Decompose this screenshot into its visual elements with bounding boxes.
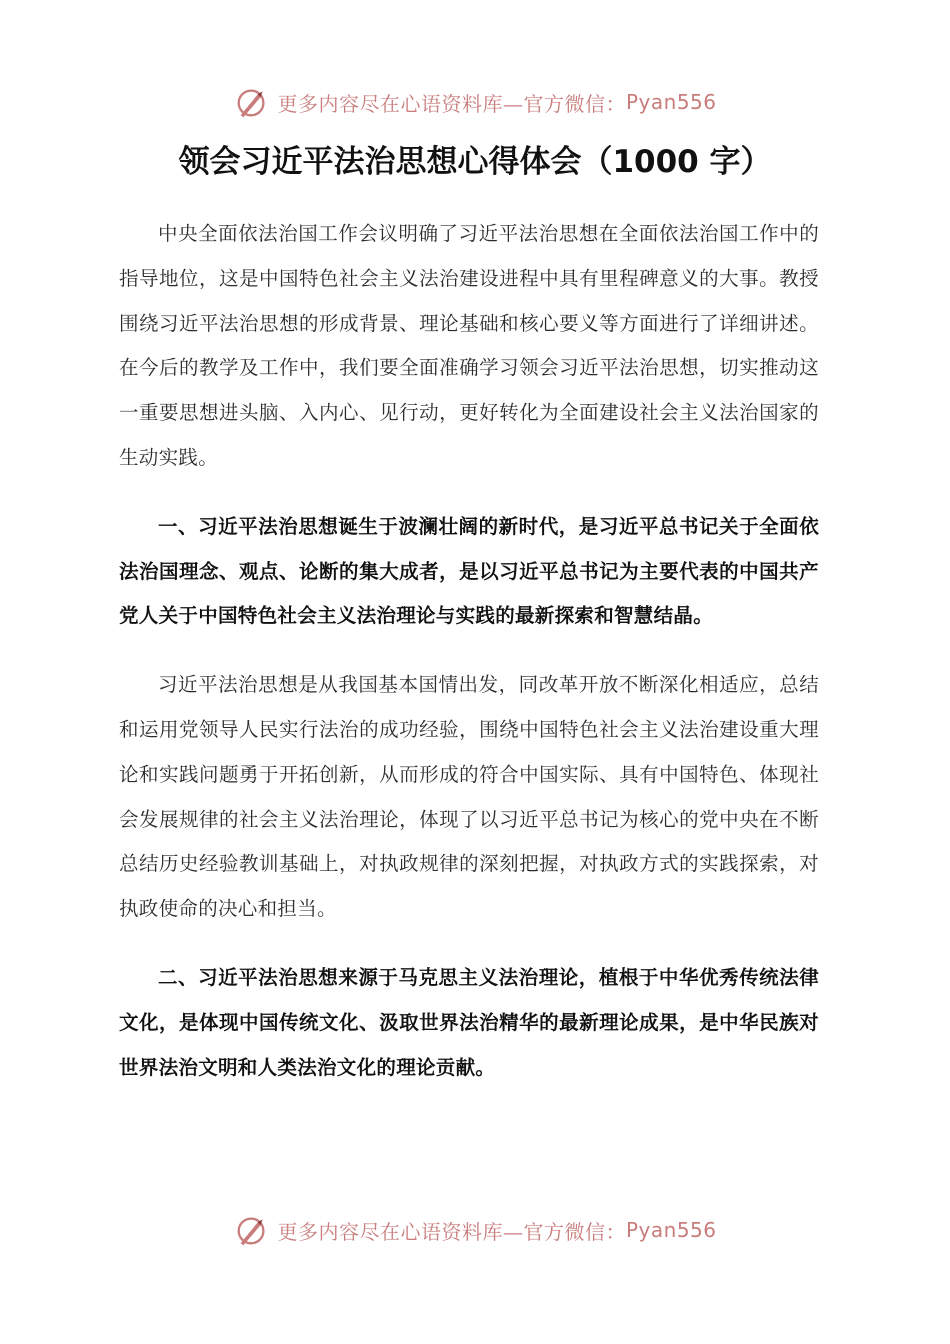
- paragraph-section-1: 习近平法治思想是从我国基本国情出发，同改革开放不断深化相适应，总结和运用党领导人民实行法治的成功经验，围绕中国特色社会主义法治建设重大理论和实践问题勇于开拓创新，从而形成的符合中国实际、具有中国特色、体现社会发展规律的社会主义法治理论，体现了以习近平总书记为核心的党中央在不断总结历史经验教训基础上，对执政规律的深刻把握，对执政方式的实践探索，对执政使命的决心和担当。: [119, 673, 819, 921]
- watermark-wechat-id: Pyan556: [625, 90, 717, 114]
- watermark-text: 更多内容尽在心语资料库—官方微信：: [277, 91, 626, 116]
- watermark-wechat-id: Pyan556: [625, 1218, 717, 1242]
- watermark-footer: [0, 1210, 950, 1250]
- watermark-header: [0, 82, 950, 122]
- watermark-text: 更多内容尽在心语资料库—官方微信：: [277, 1219, 626, 1244]
- document-body: [119, 212, 819, 1090]
- section-heading-1: 一、习近平法治思想诞生于波澜壮阔的新时代，是习近平总书记关于全面依法治国理念、观点、论断的集大成者，是以习近平总书记为主要代表的中国共产党人关于中国特色社会主义法治理论与实践的最新探索和智慧结晶。: [119, 514, 819, 628]
- pen-logo-icon: [233, 1211, 271, 1249]
- paragraph-intro: 中央全面依法治国工作会议明确了习近平法治思想在全面依法治国工作中的指导地位，这是中国特色社会主义法治建设进程中具有里程碑意义的大事。教授围绕习近平法治思想的形成背景、理论基础和核心要义等方面进行了详细讲述。在今后的教学及工作中，我们要全面准确学习领会习近平法治思想，切实推动这一重要思想进头脑、入内心、见行动，更好转化为全面建设社会主义法治国家的生动实践。: [119, 222, 819, 469]
- pen-logo-icon: [233, 83, 271, 121]
- section-heading-2: 二、习近平法治思想来源于马克思主义法治理论，植根于中华优秀传统法律文化，是体现中国传统文化、汲取世界法治精华的最新理论成果，是中华民族对世界法治文明和人类法治文化的理论贡献。: [119, 965, 819, 1079]
- document-title: 领会习近平法治思想心得体会（1000 字）: [178, 144, 772, 180]
